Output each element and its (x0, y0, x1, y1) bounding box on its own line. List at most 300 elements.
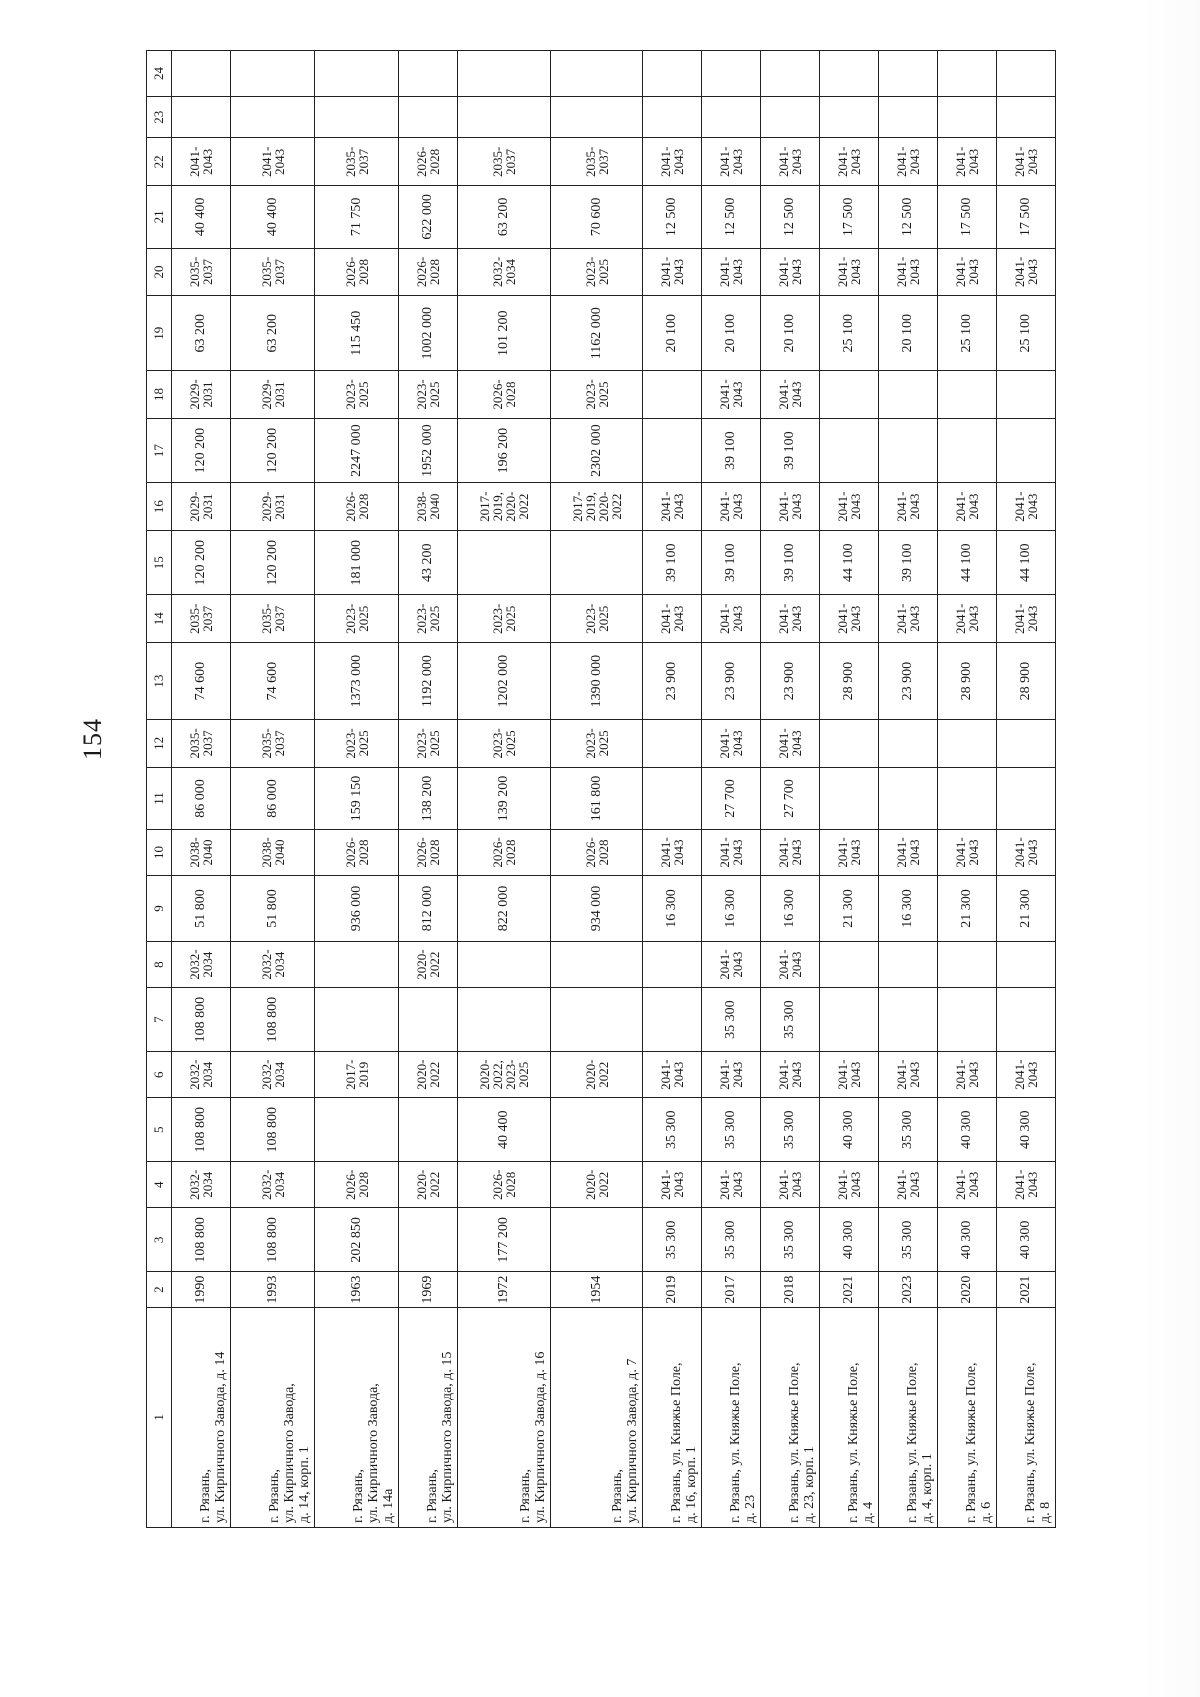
period-cell: 2020- 2022, 2023- 2025 (458, 1052, 551, 1098)
cost-cell: 63 200 (230, 296, 314, 371)
period-cell: 2041- 2043 (996, 248, 1055, 296)
period-cell: 2023- 2025 (399, 720, 458, 768)
column-number: 17 (147, 418, 172, 482)
cost-cell: 108 800 (230, 1208, 314, 1272)
period-cell (938, 96, 997, 138)
period-cell (938, 51, 997, 97)
cost-cell: 35 300 (702, 1098, 761, 1162)
cost-cell: 86 000 (230, 767, 314, 829)
cost-cell: 39 100 (879, 531, 938, 595)
column-number: 20 (147, 248, 172, 296)
period-cell: 2038- 2040 (172, 830, 231, 876)
table-row (702, 51, 761, 1528)
cost-cell: 35 300 (643, 1098, 702, 1162)
period-cell (996, 51, 1055, 97)
period-cell: 2023- 2025 (550, 371, 643, 419)
cost-cell: 40 300 (820, 1208, 879, 1272)
period-cell: 2041- 2043 (938, 1162, 997, 1208)
period-cell: 2041- 2043 (172, 138, 231, 186)
period-cell: 2020- 2022 (550, 1162, 643, 1208)
cost-cell: 120 200 (172, 418, 231, 482)
address-cell: г. Рязань, ул. Княжье Поле, д. 4, корп. 1 (879, 1307, 938, 1527)
period-cell: 2041- 2043 (996, 138, 1055, 186)
cost-cell: 1002 000 (399, 296, 458, 371)
cost-cell: 44 100 (996, 531, 1055, 595)
period-cell (820, 51, 879, 97)
period-cell: 2032- 2034 (172, 1162, 231, 1208)
period-cell: 2026- 2028 (550, 830, 643, 876)
period-cell: 2041- 2043 (761, 1162, 820, 1208)
cost-cell: 35 300 (643, 1208, 702, 1272)
column-number: 23 (147, 96, 172, 138)
cost-cell: 20 100 (702, 296, 761, 371)
period-cell: 2041- 2043 (702, 1052, 761, 1098)
address-cell: г. Рязань, ул. Кирпичного Завода, д. 14а (315, 1307, 399, 1527)
period-cell: 2041- 2043 (938, 248, 997, 296)
capital-repair-schedule-table (146, 50, 1056, 1528)
cost-cell: 21 300 (938, 875, 997, 941)
column-number: 24 (147, 51, 172, 97)
period-cell (230, 96, 314, 138)
cost-cell: 17 500 (938, 186, 997, 248)
cost-cell: 177 200 (458, 1208, 551, 1272)
period-cell: 2041- 2043 (761, 371, 820, 419)
cost-cell: 20 100 (761, 296, 820, 371)
cost-cell: 17 500 (820, 186, 879, 248)
cost-cell (315, 1098, 399, 1162)
period-cell: 2026- 2028 (315, 248, 399, 296)
column-number: 19 (147, 296, 172, 371)
cost-cell (938, 767, 997, 829)
cost-cell: 86 000 (172, 767, 231, 829)
period-cell: 2026- 2028 (399, 138, 458, 186)
cost-cell: 23 900 (879, 643, 938, 720)
address-cell: г. Рязань, ул. Княжье Поле, д. 8 (996, 1307, 1055, 1527)
cost-cell: 812 000 (399, 875, 458, 941)
cost-cell: 51 800 (172, 875, 231, 941)
period-cell (761, 96, 820, 138)
column-number: 12 (147, 720, 172, 768)
period-cell (458, 942, 551, 988)
period-cell: 2041- 2043 (643, 138, 702, 186)
column-number: 21 (147, 186, 172, 248)
period-cell: 2041- 2043 (879, 1162, 938, 1208)
cost-cell (996, 987, 1055, 1051)
column-number: 2 (147, 1272, 172, 1307)
period-cell: 2023- 2025 (550, 720, 643, 768)
period-cell: 2023- 2025 (550, 248, 643, 296)
year-built-cell: 2020 (938, 1272, 997, 1307)
period-cell: 2041- 2043 (761, 248, 820, 296)
cost-cell: 1390 000 (550, 643, 643, 720)
period-cell: 2041- 2043 (820, 483, 879, 531)
period-cell: 2041- 2043 (996, 483, 1055, 531)
cost-cell: 108 800 (172, 1098, 231, 1162)
cost-cell: 115 450 (315, 296, 399, 371)
period-cell: 2035- 2037 (172, 595, 231, 643)
period-cell: 2020- 2022 (399, 1162, 458, 1208)
period-cell: 2041- 2043 (761, 483, 820, 531)
period-cell: 2023- 2025 (550, 595, 643, 643)
period-cell: 2041- 2043 (702, 483, 761, 531)
cost-cell: 2302 000 (550, 418, 643, 482)
cost-cell: 74 600 (230, 643, 314, 720)
cost-cell: 44 100 (938, 531, 997, 595)
period-cell: 2032- 2034 (230, 942, 314, 988)
period-cell: 2023- 2025 (399, 371, 458, 419)
period-cell: 2041- 2043 (702, 248, 761, 296)
period-cell: 2023- 2025 (458, 595, 551, 643)
period-cell: 2035- 2037 (550, 138, 643, 186)
cost-cell: 35 300 (702, 1208, 761, 1272)
column-number: 9 (147, 875, 172, 941)
address-cell: г. Рязань, ул. Княжье Поле, д. 16, корп. 1 (643, 1307, 702, 1527)
cost-cell: 40 300 (820, 1098, 879, 1162)
cost-cell: 39 100 (761, 418, 820, 482)
address-cell: г. Рязань, ул. Кирпичного Завода, д. 15 (399, 1307, 458, 1527)
cost-cell (458, 531, 551, 595)
cost-cell (550, 531, 643, 595)
cost-cell (399, 987, 458, 1051)
cost-cell (820, 987, 879, 1051)
period-cell: 2041- 2043 (702, 942, 761, 988)
period-cell (172, 51, 231, 97)
cost-cell: 21 300 (820, 875, 879, 941)
period-cell: 2026- 2028 (458, 830, 551, 876)
cost-cell: 139 200 (458, 767, 551, 829)
cost-cell: 120 200 (172, 531, 231, 595)
period-cell: 2026- 2028 (399, 248, 458, 296)
column-number: 15 (147, 531, 172, 595)
cost-cell: 17 500 (996, 186, 1055, 248)
period-cell (761, 51, 820, 97)
year-built-cell: 2023 (879, 1272, 938, 1307)
cost-cell: 16 300 (643, 875, 702, 941)
period-cell: 2029- 2031 (172, 371, 231, 419)
cost-cell: 12 500 (702, 186, 761, 248)
column-number: 1 (147, 1307, 172, 1527)
period-cell (315, 51, 399, 97)
period-cell (315, 942, 399, 988)
cost-cell: 16 300 (702, 875, 761, 941)
cost-cell (996, 767, 1055, 829)
period-cell (643, 720, 702, 768)
table-row (458, 51, 551, 1528)
column-number: 3 (147, 1208, 172, 1272)
period-cell: 2041- 2043 (643, 1052, 702, 1098)
period-cell (938, 720, 997, 768)
column-number: 5 (147, 1098, 172, 1162)
period-cell (643, 371, 702, 419)
cost-cell: 63 200 (172, 296, 231, 371)
cost-cell: 39 100 (702, 418, 761, 482)
period-cell: 2032- 2034 (458, 248, 551, 296)
cost-cell: 108 800 (172, 987, 231, 1051)
period-cell (399, 51, 458, 97)
cost-cell: 12 500 (643, 186, 702, 248)
period-cell: 2035- 2037 (230, 720, 314, 768)
cost-cell: 20 100 (643, 296, 702, 371)
cost-cell: 40 400 (230, 186, 314, 248)
cost-cell: 622 000 (399, 186, 458, 248)
period-cell: 2026- 2028 (315, 1162, 399, 1208)
year-built-cell: 1993 (230, 1272, 314, 1307)
period-cell: 2035- 2037 (315, 138, 399, 186)
cost-cell: 25 100 (938, 296, 997, 371)
cost-cell: 23 900 (643, 643, 702, 720)
cost-cell (879, 767, 938, 829)
period-cell: 2041- 2043 (996, 1162, 1055, 1208)
cost-cell: 25 100 (820, 296, 879, 371)
period-cell: 2032- 2034 (172, 1052, 231, 1098)
year-built-cell: 2021 (996, 1272, 1055, 1307)
period-cell (879, 371, 938, 419)
period-cell (820, 720, 879, 768)
year-built-cell: 2017 (702, 1272, 761, 1307)
cost-cell: 934 000 (550, 875, 643, 941)
period-cell: 2041- 2043 (879, 483, 938, 531)
cost-cell (996, 418, 1055, 482)
period-cell: 2032- 2034 (172, 942, 231, 988)
period-cell: 2035- 2037 (230, 248, 314, 296)
cost-cell: 23 900 (702, 643, 761, 720)
period-cell: 2041- 2043 (879, 1052, 938, 1098)
period-cell: 2029- 2031 (230, 371, 314, 419)
cost-cell: 108 800 (230, 1098, 314, 1162)
cost-cell (458, 987, 551, 1051)
cost-cell: 28 900 (938, 643, 997, 720)
column-number-row (147, 51, 172, 1528)
cost-cell: 20 100 (879, 296, 938, 371)
cost-cell: 936 000 (315, 875, 399, 941)
period-cell: 2041- 2043 (938, 595, 997, 643)
period-cell (996, 96, 1055, 138)
cost-cell: 27 700 (702, 767, 761, 829)
period-cell: 2023- 2025 (315, 371, 399, 419)
period-cell: 2041- 2043 (820, 248, 879, 296)
cost-cell: 21 300 (996, 875, 1055, 941)
cost-cell: 138 200 (399, 767, 458, 829)
year-built-cell: 2018 (761, 1272, 820, 1307)
period-cell (702, 96, 761, 138)
address-cell: г. Рязань, ул. Княжье Поле, д. 23, корп. 1 (761, 1307, 820, 1527)
cost-cell: 120 200 (230, 531, 314, 595)
period-cell: 2026- 2028 (315, 830, 399, 876)
cost-cell: 74 600 (172, 643, 231, 720)
cost-cell: 27 700 (761, 767, 820, 829)
period-cell: 2026- 2028 (458, 371, 551, 419)
cost-cell: 40 300 (938, 1098, 997, 1162)
cost-cell: 63 200 (458, 186, 551, 248)
cost-cell (550, 1098, 643, 1162)
cost-cell: 40 400 (458, 1098, 551, 1162)
period-cell: 2041- 2043 (702, 595, 761, 643)
cost-cell: 43 200 (399, 531, 458, 595)
table-row (996, 51, 1055, 1528)
cost-cell: 12 500 (761, 186, 820, 248)
column-number: 18 (147, 371, 172, 419)
cost-cell: 202 850 (315, 1208, 399, 1272)
period-cell: 2041- 2043 (230, 138, 314, 186)
address-cell: г. Рязань, ул. Кирпичного Завода, д. 16 (458, 1307, 551, 1527)
cost-cell: 40 400 (172, 186, 231, 248)
period-cell: 2041- 2043 (702, 720, 761, 768)
period-cell: 2029- 2031 (172, 483, 231, 531)
column-number: 8 (147, 942, 172, 988)
cost-cell: 51 800 (230, 875, 314, 941)
scan-margin (1140, 0, 1200, 1697)
cost-cell: 71 750 (315, 186, 399, 248)
address-cell: г. Рязань, ул. Кирпичного Завода, д. 7 (550, 1307, 643, 1527)
cost-cell: 35 300 (761, 987, 820, 1051)
period-cell: 2041- 2043 (938, 830, 997, 876)
period-cell (399, 96, 458, 138)
period-cell: 2041- 2043 (702, 371, 761, 419)
period-cell: 2035- 2037 (172, 248, 231, 296)
period-cell: 2041- 2043 (820, 1052, 879, 1098)
address-cell: г. Рязань, ул. Княжье Поле, д. 23 (702, 1307, 761, 1527)
cost-cell: 40 300 (996, 1208, 1055, 1272)
page-number: 154 (78, 718, 107, 760)
period-cell (550, 96, 643, 138)
period-cell (820, 371, 879, 419)
period-cell: 2041- 2043 (643, 483, 702, 531)
period-cell: 2041- 2043 (761, 942, 820, 988)
period-cell: 2041- 2043 (879, 138, 938, 186)
cost-cell: 23 900 (761, 643, 820, 720)
cost-cell (315, 987, 399, 1051)
year-built-cell: 1972 (458, 1272, 551, 1307)
cost-cell (938, 987, 997, 1051)
table-row (643, 51, 702, 1528)
period-cell (702, 51, 761, 97)
cost-cell (879, 987, 938, 1051)
cost-cell: 108 800 (230, 987, 314, 1051)
cost-cell: 28 900 (820, 643, 879, 720)
period-cell (996, 942, 1055, 988)
period-cell: 2041- 2043 (761, 830, 820, 876)
cost-cell (820, 767, 879, 829)
period-cell: 2041- 2043 (702, 1162, 761, 1208)
cost-cell: 1162 000 (550, 296, 643, 371)
period-cell: 2026- 2028 (458, 1162, 551, 1208)
table-row (879, 51, 938, 1528)
cost-cell: 16 300 (761, 875, 820, 941)
table-row (761, 51, 820, 1528)
table-row (399, 51, 458, 1528)
year-built-cell: 1963 (315, 1272, 399, 1307)
column-number: 4 (147, 1162, 172, 1208)
period-cell: 2023- 2025 (399, 595, 458, 643)
period-cell (996, 371, 1055, 419)
cost-cell: 25 100 (996, 296, 1055, 371)
address-cell: г. Рязань, ул. Княжье Поле, д. 4 (820, 1307, 879, 1527)
column-number: 11 (147, 767, 172, 829)
cost-cell: 70 600 (550, 186, 643, 248)
period-cell: 2017- 2019, 2020- 2022 (458, 483, 551, 531)
cost-cell: 120 200 (230, 418, 314, 482)
period-cell: 2041- 2043 (996, 1052, 1055, 1098)
address-cell: г. Рязань, ул. Кирпичного Завода, д. 14, корп. 1 (230, 1307, 314, 1527)
table-row (820, 51, 879, 1528)
period-cell: 2020- 2022 (399, 942, 458, 988)
table-row (172, 51, 231, 1528)
cost-cell: 39 100 (702, 531, 761, 595)
address-cell: г. Рязань, ул. Княжье Поле, д. 6 (938, 1307, 997, 1527)
year-built-cell: 1990 (172, 1272, 231, 1307)
cost-cell (820, 418, 879, 482)
table-row (550, 51, 643, 1528)
cost-cell: 2247 000 (315, 418, 399, 482)
period-cell (172, 96, 231, 138)
cost-cell (643, 767, 702, 829)
address-cell: г. Рязань, ул. Кирпичного Завода, д. 14 (172, 1307, 231, 1527)
cost-cell: 1192 000 (399, 643, 458, 720)
period-cell: 2041- 2043 (938, 138, 997, 186)
column-number: 7 (147, 987, 172, 1051)
period-cell (879, 96, 938, 138)
period-cell (643, 96, 702, 138)
period-cell: 2032- 2034 (230, 1162, 314, 1208)
period-cell: 2041- 2043 (643, 830, 702, 876)
period-cell: 2029- 2031 (230, 483, 314, 531)
period-cell: 2041- 2043 (702, 830, 761, 876)
period-cell (820, 96, 879, 138)
period-cell: 2020- 2022 (399, 1052, 458, 1098)
period-cell: 2041- 2043 (879, 595, 938, 643)
year-built-cell: 2019 (643, 1272, 702, 1307)
cost-cell: 181 000 (315, 531, 399, 595)
period-cell: 2023- 2025 (315, 595, 399, 643)
period-cell: 2041- 2043 (761, 1052, 820, 1098)
period-cell: 2041- 2043 (820, 1162, 879, 1208)
year-built-cell: 2021 (820, 1272, 879, 1307)
period-cell: 2041- 2043 (879, 830, 938, 876)
cost-cell: 12 500 (879, 186, 938, 248)
period-cell (550, 51, 643, 97)
period-cell: 2035- 2037 (230, 595, 314, 643)
period-cell: 2026- 2028 (399, 830, 458, 876)
period-cell (879, 942, 938, 988)
period-cell: 2041- 2043 (643, 595, 702, 643)
cost-cell: 196 200 (458, 418, 551, 482)
column-number: 10 (147, 830, 172, 876)
cost-cell: 1952 000 (399, 418, 458, 482)
period-cell: 2023- 2025 (315, 720, 399, 768)
period-cell (550, 942, 643, 988)
period-cell: 2038- 2040 (230, 830, 314, 876)
cost-cell: 161 800 (550, 767, 643, 829)
period-cell: 2041- 2043 (996, 595, 1055, 643)
period-cell (458, 96, 551, 138)
period-cell: 2041- 2043 (820, 830, 879, 876)
period-cell: 2041- 2043 (643, 248, 702, 296)
period-cell: 2041- 2043 (761, 720, 820, 768)
cost-cell: 16 300 (879, 875, 938, 941)
cost-cell: 1373 000 (315, 643, 399, 720)
period-cell (643, 942, 702, 988)
cost-cell (643, 987, 702, 1051)
cost-cell: 35 300 (702, 987, 761, 1051)
period-cell: 2041- 2043 (643, 1162, 702, 1208)
cost-cell: 822 000 (458, 875, 551, 941)
period-cell: 2026- 2028 (315, 483, 399, 531)
period-cell: 2041- 2043 (702, 138, 761, 186)
cost-cell: 159 150 (315, 767, 399, 829)
period-cell: 2035- 2037 (458, 138, 551, 186)
cost-cell (879, 418, 938, 482)
cost-cell (550, 987, 643, 1051)
